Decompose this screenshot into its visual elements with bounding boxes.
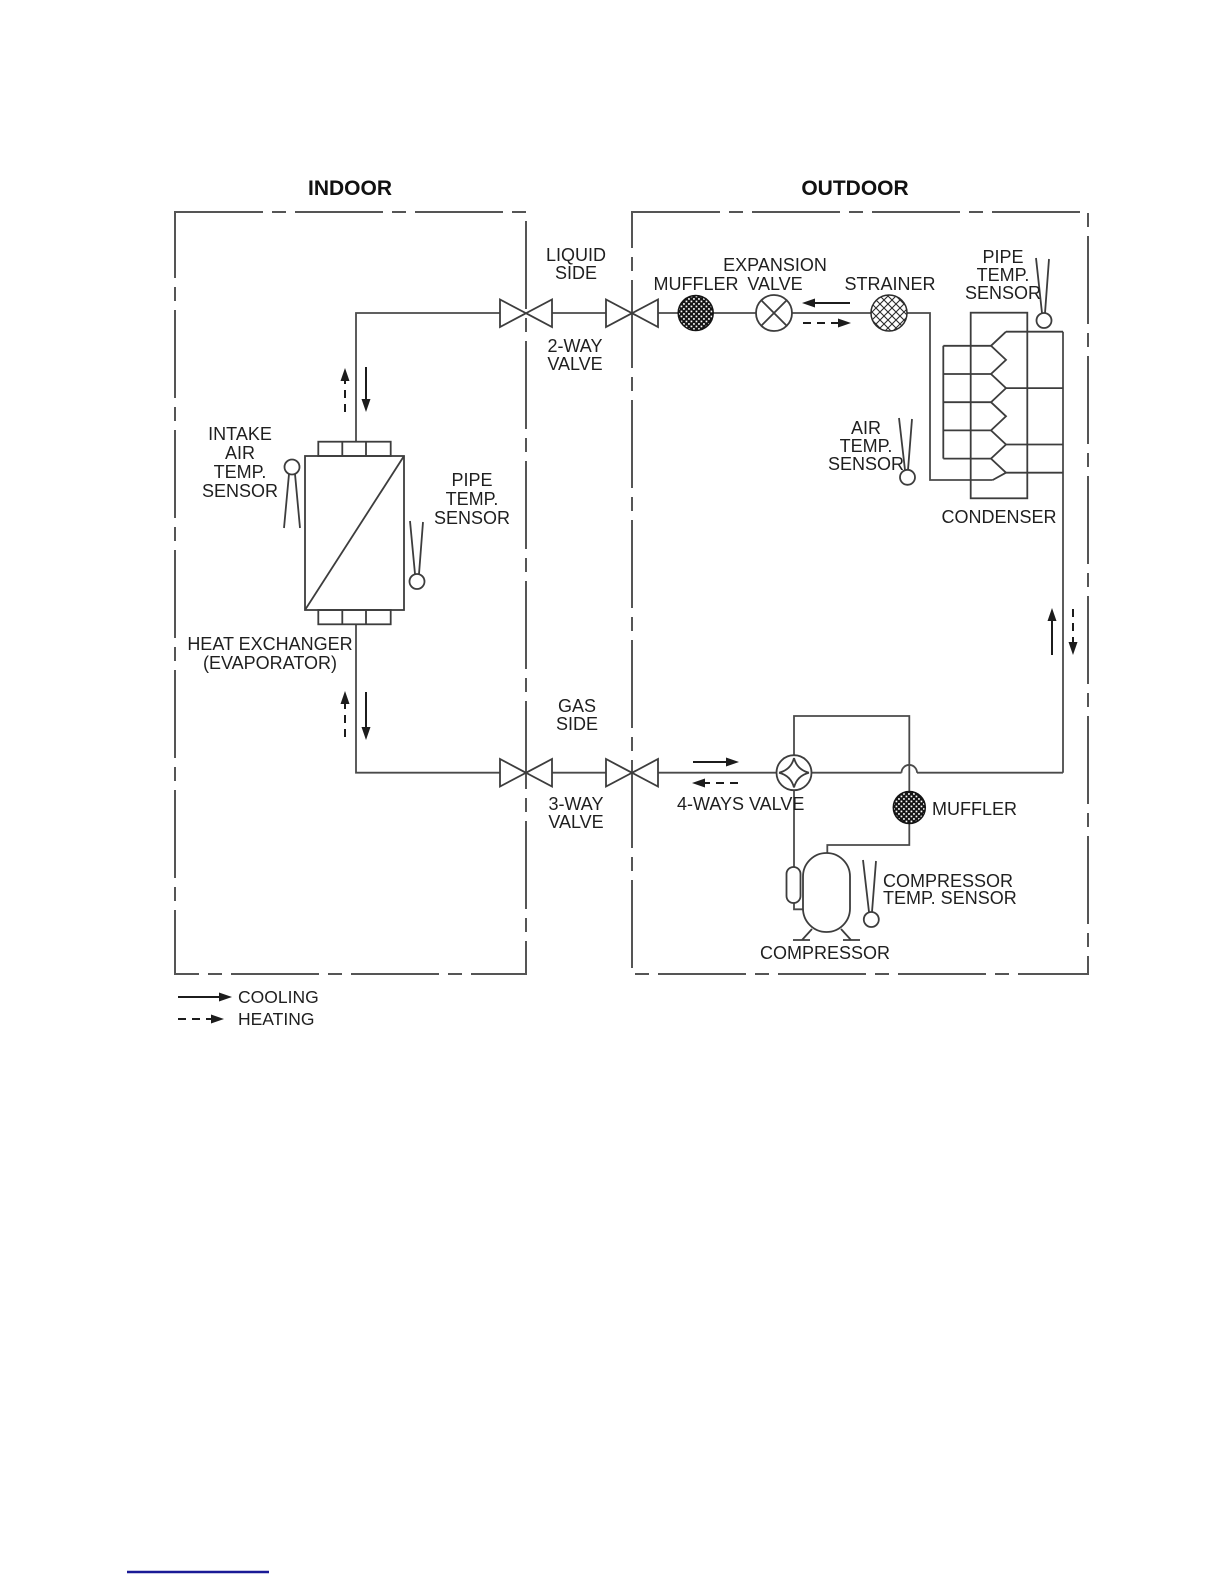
expansion-valve-label: VALVE (747, 274, 803, 294)
intake-air-temp-sensor-label: SENSOR (201, 481, 279, 501)
heat-exchanger-symbol (305, 442, 404, 625)
pipe-temp-sensor-outdoor-label: SENSOR (964, 283, 1042, 303)
liquid-side-label: SIDE (554, 263, 598, 283)
intake-air-temp-sensor-label: AIR (224, 443, 256, 463)
legend-heating-label: HEATING (238, 1009, 315, 1029)
intake-air-temp-sensor-label: TEMP. (213, 462, 267, 482)
muffler-liquid-label: MUFFLER (653, 274, 739, 294)
condenser-label: CONDENSER (941, 507, 1057, 527)
intake-air-temp-sensor-label: INTAKE (208, 424, 272, 444)
strainer-symbol (871, 295, 907, 331)
four-ways-valve-label: 4-WAYS VALVE (677, 794, 805, 814)
legend-cooling-label: COOLING (238, 987, 319, 1007)
heat-exchanger-label: HEAT EXCHANGER (187, 634, 353, 654)
pipe-temp-sensor-indoor-label: TEMP. (445, 489, 499, 509)
expansion-valve-label: EXPANSION (723, 255, 827, 275)
accumulator-symbol (787, 867, 801, 903)
strainer-label: STRAINER (844, 274, 936, 294)
four-way-valve-symbol (777, 755, 812, 790)
three-way-valve-label: VALVE (548, 812, 604, 832)
heat-exchanger-label: (EVAPORATOR) (202, 653, 338, 673)
gas-side-label: SIDE (555, 714, 599, 734)
pipe-temp-sensor-outdoor-label: TEMP. (976, 265, 1030, 285)
three-way-valve-label: 3-WAY (548, 794, 604, 814)
air-temp-sensor-label: TEMP. (839, 436, 893, 456)
air-temp-sensor-label: AIR (850, 418, 882, 438)
muffler-gas-symbol (893, 792, 925, 824)
muffler-liquid-symbol (678, 296, 713, 331)
muffler-gas-label: MUFFLER (932, 799, 1017, 819)
expansion-valve-symbol (756, 295, 792, 331)
compressor-temp-sensor-label: TEMP. SENSOR (883, 888, 1017, 908)
pipe-temp-sensor-indoor-label: PIPE (451, 470, 493, 490)
liquid-side-label: LIQUID (545, 245, 607, 265)
gas-side-label: GAS (557, 696, 597, 716)
compressor-temp-sensor-label: COMPRESSOR (883, 871, 1014, 891)
indoor-title: INDOOR (308, 177, 392, 200)
air-temp-sensor-label: SENSOR (827, 454, 905, 474)
pipe-temp-sensor-indoor-label: SENSOR (433, 508, 511, 528)
two-way-valve-label: VALVE (547, 354, 603, 374)
two-way-valve-label: 2-WAY (547, 336, 603, 356)
outdoor-title: OUTDOOR (801, 177, 909, 200)
compressor-label: COMPRESSOR (759, 943, 891, 963)
pipe-temp-sensor-outdoor-label: PIPE (982, 247, 1024, 267)
